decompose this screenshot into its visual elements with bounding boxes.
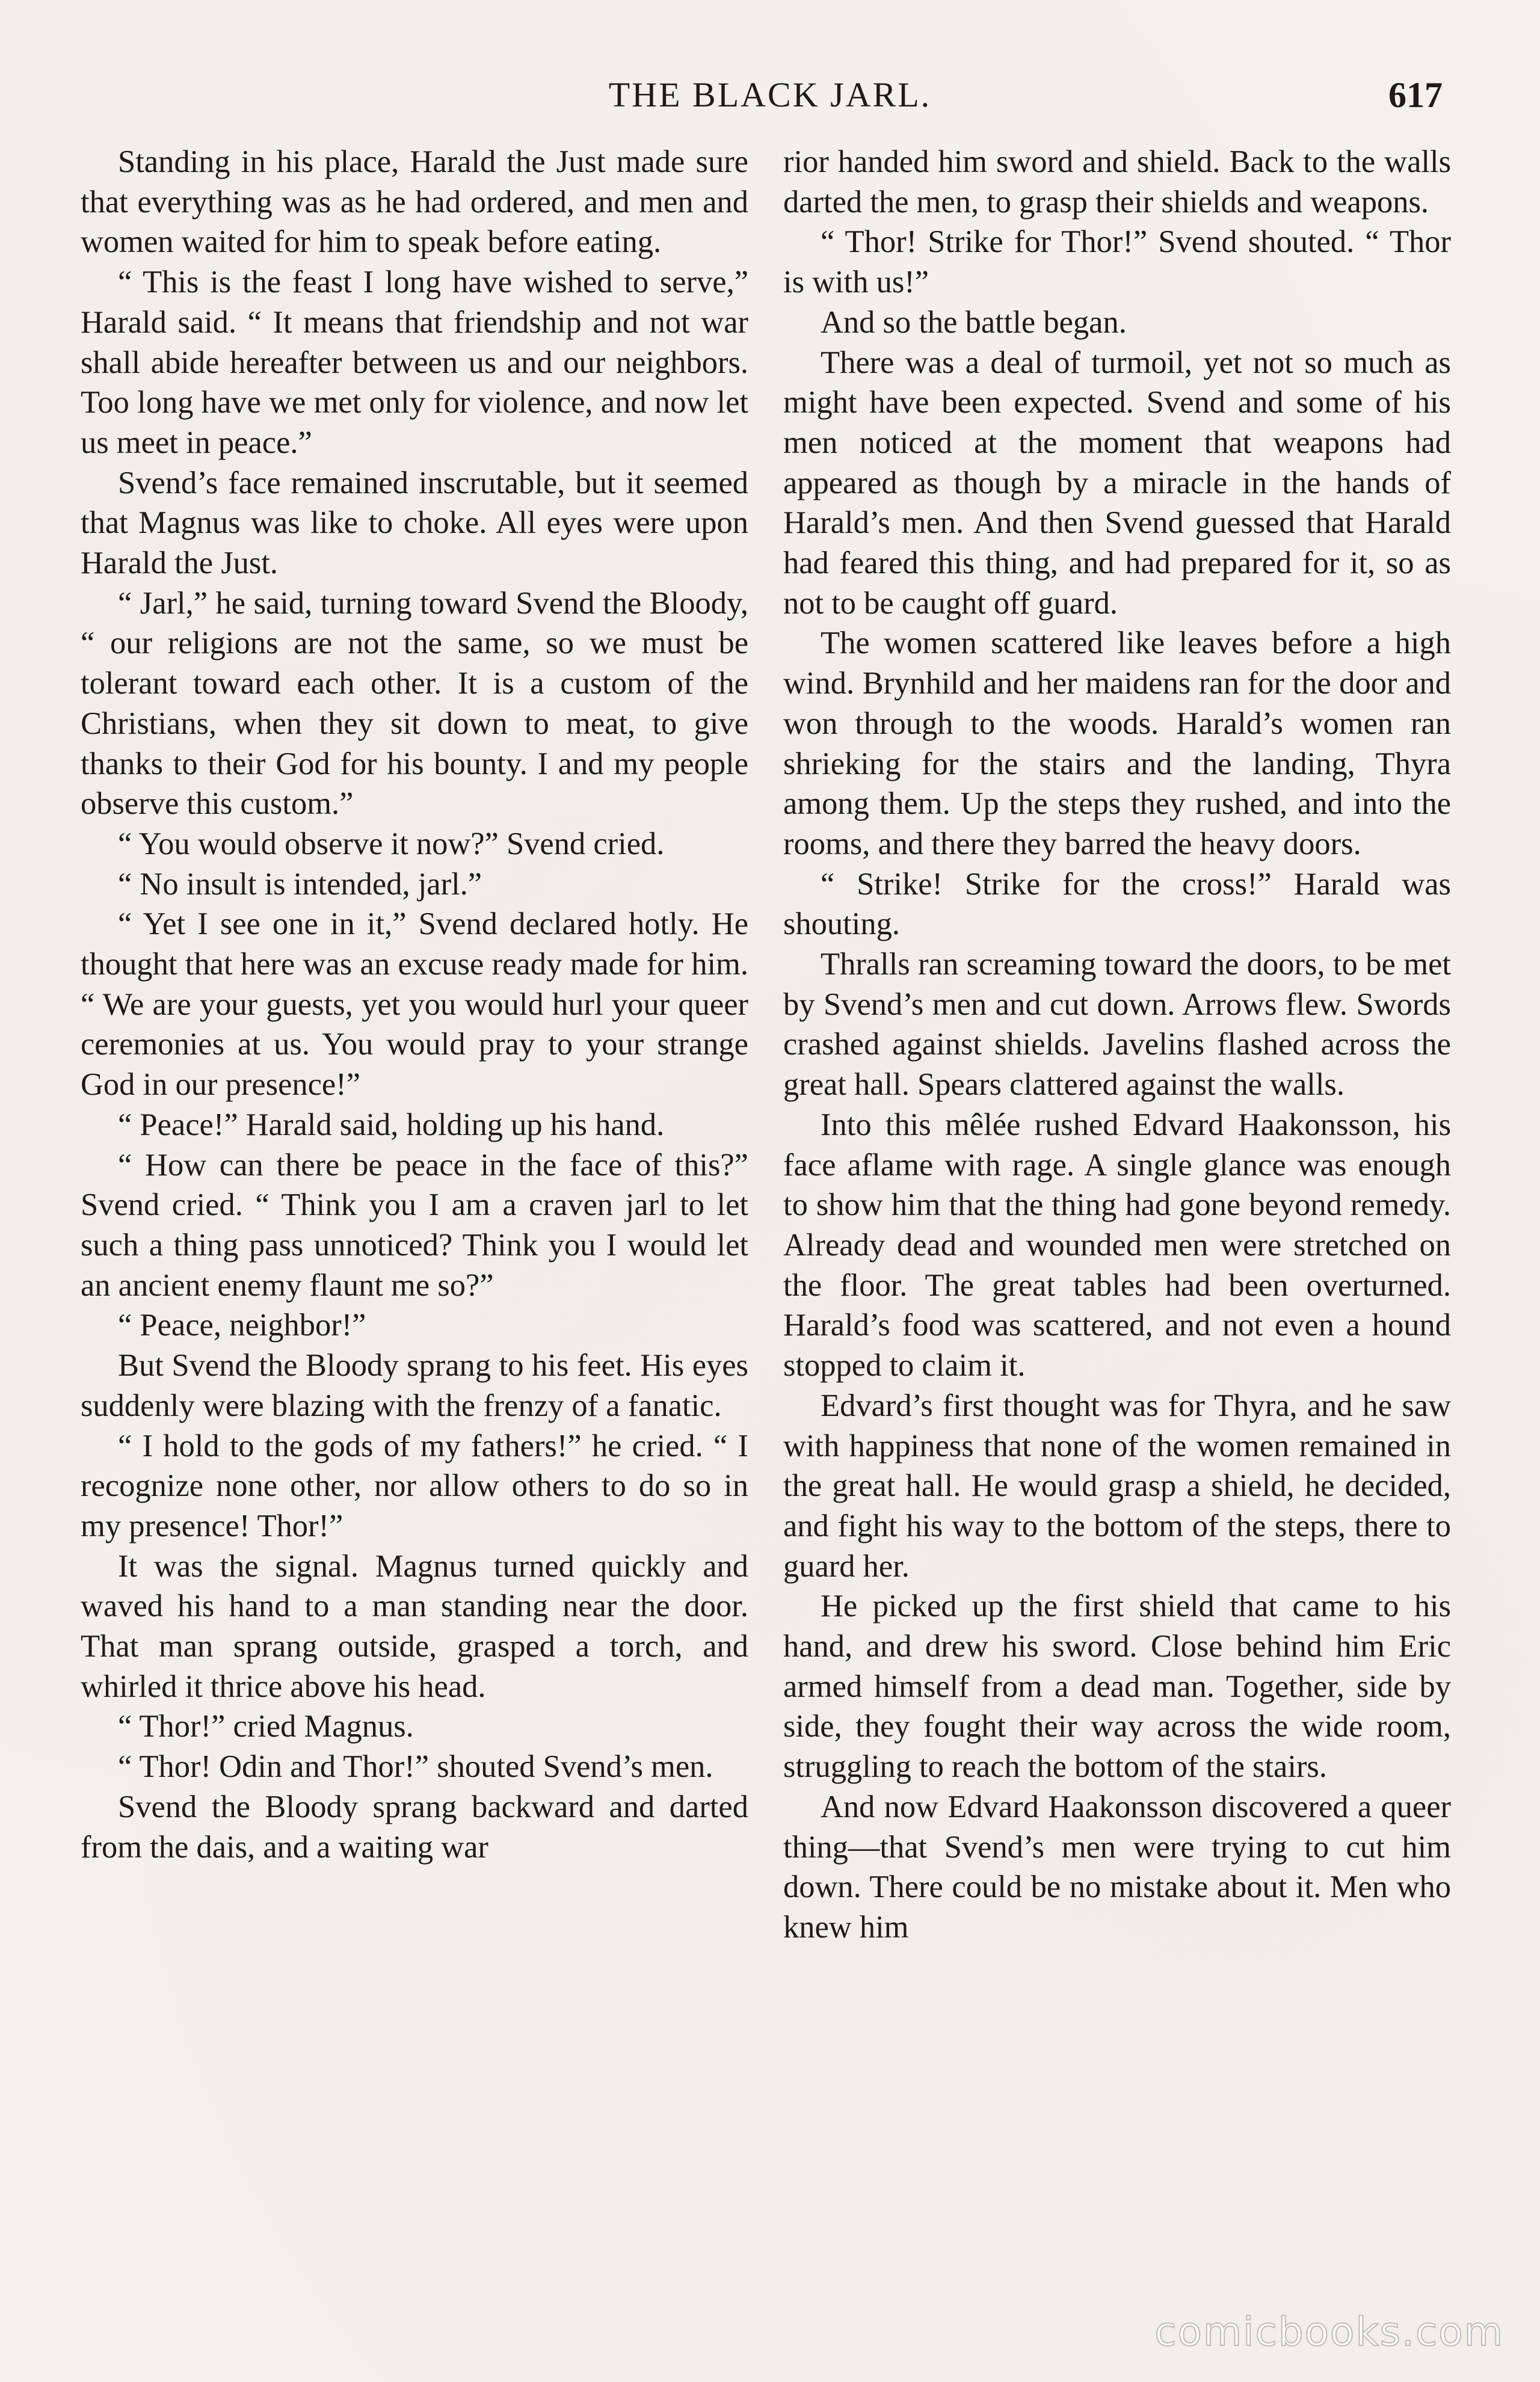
site-watermark: comicbooks.com: [1154, 2309, 1504, 2355]
paragraph: “ No insult is intended, jarl.”: [118, 866, 482, 902]
paragraph: The women scattered like leaves before a high wind. Brynhild and her maidens ran for the door and won through to the woods. Harald’s women ran shrieking for the stairs and the landing, Thyra among them. Up the steps they rushed, and into the rooms, and there they barred the heavy doors.: [783, 626, 1451, 861]
paragraph: “ Thor!” cried Magnus.: [118, 1709, 414, 1744]
paragraph: And now Edvard Haakonsson discovered a queer thing—that Svend’s men were trying to cut him down. There could be no mistake about it. Men who knew him: [783, 1789, 1451, 1945]
paragraph: Edvard’s first thought was for Thyra, and he saw with happiness that none of the women remained in the great hall. He would grasp a shield, he decided, and fight his way to the bottom of the steps, there to guard her.: [783, 1388, 1451, 1584]
paragraph: “ Jarl,” he said, turning toward Svend the Bloody, “ our religions are not the same, so we must be tolerant toward each other. It is a custom of the Christians, when they sit down to meat, to give thanks to their God for his bounty. I and my people observe this custom.”: [81, 585, 748, 822]
running-head: [0, 71, 1540, 119]
paragraph: “ This is the feast I long have wished to serve,” Harald said. “ It means that friendship and not war shall abide hereafter between us and our neighbors. Too long have we met only for violence, and now let us meet in peace.”: [81, 265, 748, 460]
paragraph: “ Thor! Odin and Thor!” shouted Svend’s men.: [118, 1749, 713, 1785]
paragraph: Thralls ran screaming toward the doors, to be met by Svend’s men and cut down. Arrows flew. Swords crashed against shields. Javelins flashed across the great hall. Spears clattered against the walls.: [783, 947, 1451, 1103]
paragraph: “ Peace!” Harald said, holding up his hand.: [118, 1107, 665, 1142]
paragraph: Svend the Bloody sprang backward and darted from the dais, and a waiting war: [81, 1789, 748, 1865]
left-column: [81, 142, 748, 1867]
paragraph: Svend’s face remained inscrutable, but it seemed that Magnus was like to choke. All eyes were upon Harald the Just.: [81, 465, 748, 581]
paragraph: Into this mêlée rushed Edvard Haakonsson, his face aflame with rage. A single glance was enough to show him that the thing had gone beyond remedy. Already dead and wounded men were stretched on the floor. The great tables had been overturned. Harald’s food was scattered, and not even a hound stopped to claim it.: [783, 1107, 1451, 1383]
running-title: THE BLACK JARL.: [608, 75, 932, 114]
continued-paragraph: rior handed him sword and shield. Back to the walls darted the men, to grasp their shields and weapons.: [783, 144, 1451, 220]
paragraph: “ I hold to the gods of my fathers!” he cried. “ I recognize none other, nor allow others to do so in my presence! Thor!”: [81, 1428, 748, 1543]
paragraph: “ You would observe it now?” Svend cried.: [118, 826, 665, 861]
paragraph: There was a deal of turmoil, yet not so much as might have been expected. Svend and some of his men noticed at the moment that weapons had appeared as though by a miracle in the hands of Harald’s men. And then Svend guessed that Harald had feared this thing, and had prepared for it, so as not to be caught off guard.: [783, 345, 1451, 621]
paragraph: But Svend the Bloody sprang to his feet. His eyes suddenly were blazing with the frenzy of a fanatic.: [81, 1348, 748, 1423]
right-column: [783, 142, 1451, 1948]
paragraph: “ Strike! Strike for the cross!” Harald was shouting.: [783, 866, 1451, 942]
paragraph: He picked up the first shield that came to his hand, and drew his sword. Close behind him Eric armed himself from a dead man. Together, side by side, they fought their way across the wide room, struggling to reach the bottom of the stairs.: [783, 1589, 1451, 1785]
paragraph: “ Thor! Strike for Thor!” Svend shouted. “ Thor is with us!”: [783, 224, 1451, 300]
paragraph: Standing in his place, Harald the Just made sure that everything was as he had ordered, and men and women waited for him to speak before eating.: [81, 144, 748, 260]
paragraph: And so the battle began.: [821, 304, 1127, 340]
paragraph: “ How can there be peace in the face of this?” Svend cried. “ Think you I am a craven jarl to let such a thing pass unnoticed? Think you I would let an ancient enemy flaunt me so?”: [81, 1147, 748, 1303]
paragraph: “ Peace, neighbor!”: [118, 1308, 366, 1343]
paragraph: It was the signal. Magnus turned quickly and waved his hand to a man standing near the door. That man sprang outside, grasped a torch, and whirled it thrice above his head.: [81, 1548, 748, 1704]
page-number: 617: [1388, 75, 1443, 115]
paragraph: “ Yet I see one in it,” Svend declared hotly. He thought that here was an excuse ready made for him. “ We are your guests, yet you would hurl your queer ceremonies at us. You would pray to your strange God in our presence!”: [81, 906, 748, 1103]
